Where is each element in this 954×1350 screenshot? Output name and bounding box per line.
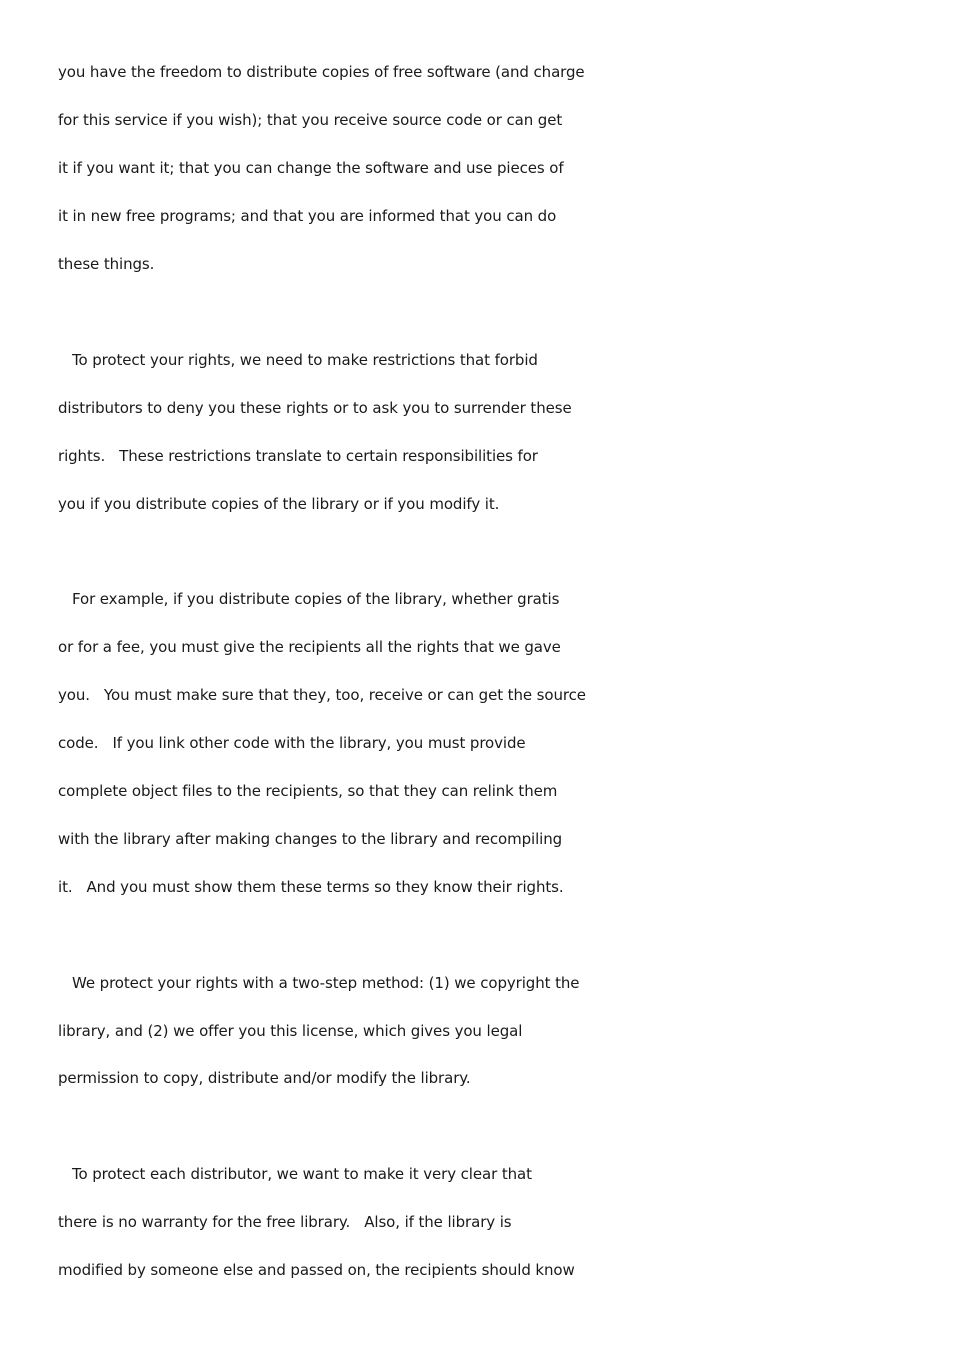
text-line: complete object files to the recipients, so that they can relink them [58, 782, 558, 800]
text-line: library, and (2) we offer you this license, which gives you legal [58, 1022, 523, 1040]
text-line: modified by someone else and passed on, the recipients should know [58, 1261, 575, 1279]
text-line: these things. [58, 255, 155, 273]
text-line: For example, if you distribute copies of the library, whether gratis [58, 590, 560, 608]
text-line: or for a fee, you must give the recipients all the rights that we gave [58, 638, 561, 656]
text-line: To protect each distributor, we want to make it very clear that [58, 1165, 532, 1183]
text-line: there is no warranty for the free library. Also, if the library is [58, 1213, 512, 1231]
text-line: permission to copy, distribute and/or modify the library. [58, 1069, 471, 1087]
text-line: it if you want it; that you can change the software and use pieces of [58, 159, 564, 177]
text-line: with the library after making changes to the library and recompiling [58, 830, 563, 848]
text-line: it. And you must show them these terms so they know their rights. [58, 878, 564, 896]
text-line: distributors to deny you these rights or to ask you to surrender these [58, 399, 572, 417]
text-line: you. You must make sure that they, too, receive or can get the source [58, 686, 586, 704]
text-line: To protect your rights, we need to make restrictions that forbid [58, 351, 538, 369]
text-line: you if you distribute copies of the library or if you modify it. [58, 495, 500, 513]
text-line: rights. These restrictions translate to certain responsibilities for [58, 447, 538, 465]
document-page [58, 0, 918, 1350]
text-line: for this service if you wish); that you receive source code or can get [58, 111, 563, 129]
text-line: We protect your rights with a two-step method: (1) we copyright the [58, 974, 580, 992]
text-line: code. If you link other code with the library, you must provide [58, 734, 526, 752]
text-line: it in new free programs; and that you are informed that you can do [58, 207, 557, 225]
text-line: you have the freedom to distribute copies of free software (and charge [58, 63, 585, 81]
